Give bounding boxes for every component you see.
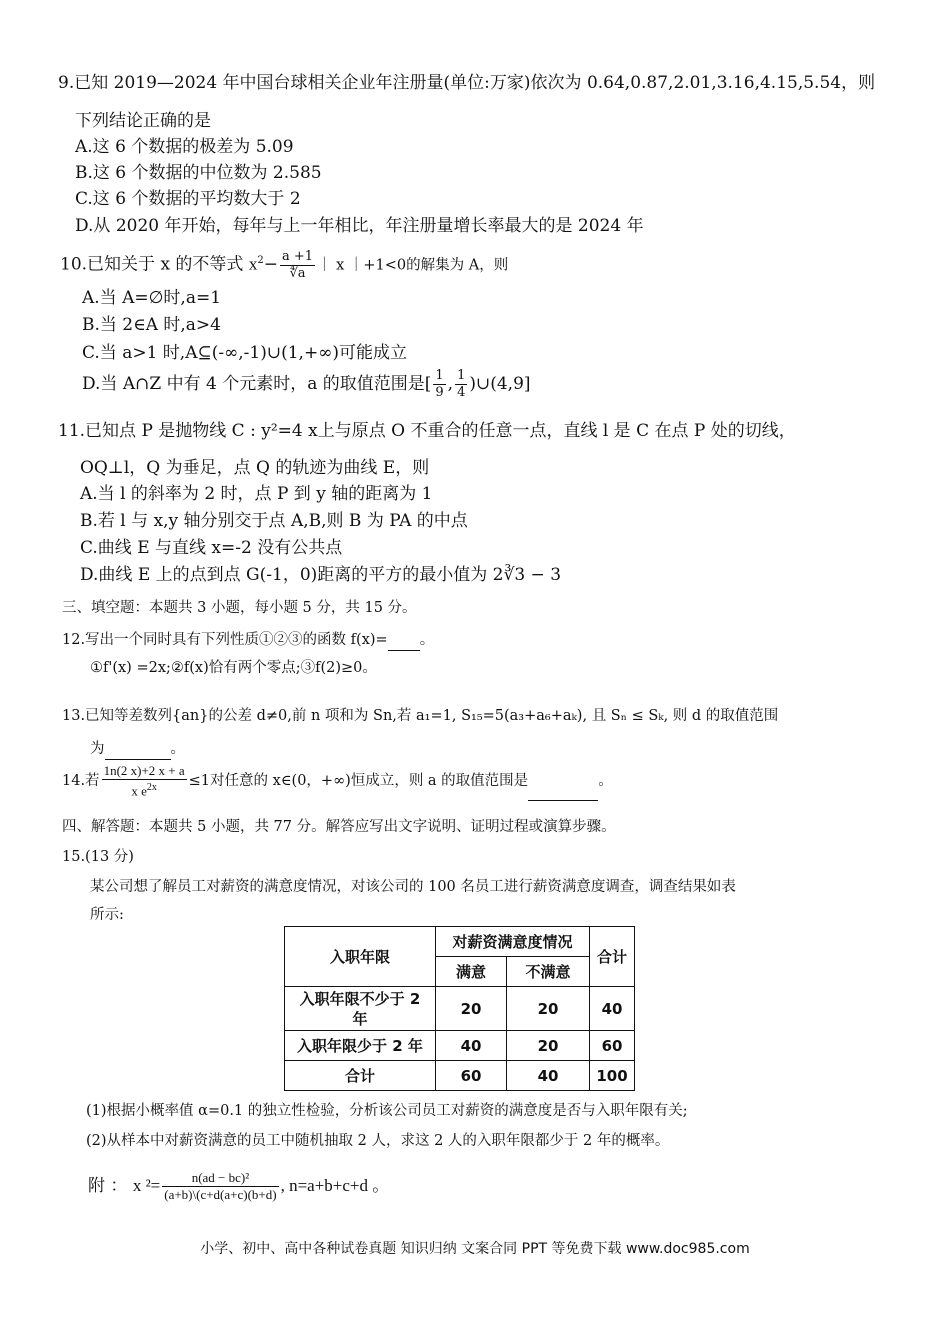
q12-properties: ①f'(x) =2x;②f(x)恰有两个零点;③f(2)≥0。 (90, 660, 377, 676)
table-header-unsatisfied: 不满意 (507, 957, 590, 987)
table-cell-total: 60 (590, 1031, 635, 1061)
q13-blank (105, 737, 171, 760)
q10-option-a: A.当 A=∅时,a=1 (82, 288, 222, 308)
q11-option-d: D.曲线 E 上的点到点 G(-1，0)距离的平方的最小值为 2∛3 − 3 (80, 565, 562, 585)
section-3-heading: 三、填空题：本题共 3 小题，每小题 5 分，共 15 分。 (62, 600, 417, 616)
q10-minus: − (263, 254, 278, 275)
chi-square-fraction: $\frac{\text{n(ad − bc)²}}{(a+b)\backslash(c+d(a+c)(b+d)}$ (164, 1170, 277, 1202)
q10-stem (60, 244, 508, 283)
table-cell-label: 入职年限少于 2 年 (285, 1031, 436, 1061)
q15-score: 15.(13 分) (62, 849, 134, 865)
q10-option-b: B.当 2∈A 时,a>4 (82, 315, 221, 335)
section-4-heading: 四、解答题：本题共 5 小题，共 77 分。解答应写出文字说明、证明过程或演算步骤。 (62, 819, 616, 835)
table-row (285, 1061, 635, 1091)
q9-stem-line1: 9.已知 2019—2024 年中国台球相关企业年注册量(单位:万家)依次为 0.64,0.87,2.01,3.16,4.15,5.54，则 (58, 73, 876, 93)
page-footer: 小学、初中、高中各种试卷真题 知识归纳 文案合同 PPT 等免费下载 www.doc985.com (200, 1241, 750, 1257)
q14-blank (528, 760, 598, 801)
table-cell-sat: 40 (436, 1031, 507, 1061)
table-cell-label: 合计 (285, 1061, 436, 1091)
q14-fraction: $\frac{1n(2 x)+2 x + a}{x e^{2x}}$ (103, 762, 185, 799)
q10-tail: ｜ x ｜+1<0的解集为 A，则 (317, 257, 509, 274)
q10-x: x (248, 254, 258, 274)
q15-part-1: (1)根据小概率值 α=0.1 的独立性检验，分析该公司员工对薪资的满意度是否与入职年限有关; (86, 1103, 688, 1119)
q15-intro-line2: 所示: (90, 907, 124, 923)
q10-frac-1-9: $\frac{1}{9}$ (435, 368, 444, 400)
table-header-years: 入职年限 (285, 927, 436, 987)
q10-prefix: 10.已知关于 x 的不等式 (60, 254, 244, 275)
q15-appendix-formula: 附 ： x ²= $\frac{\text{n(ad − bc)²}}{(a+b)\backslash(c+d(a+c)(b+d)}$ , n=a+b+c+d 。 (88, 1170, 390, 1202)
q11-stem-line2: OQ⊥l，Q 为垂足，点 Q 的轨迹为曲线 E，则 (80, 458, 430, 478)
table-cell-total: 40 (590, 987, 635, 1031)
table-cell-sat: 60 (436, 1061, 507, 1091)
table-header-satisfied: 满意 (436, 957, 507, 987)
q11-option-c: C.曲线 E 与直线 x=-2 没有公共点 (80, 538, 343, 558)
satisfaction-table (284, 926, 635, 1091)
q10-fraction: $\frac{a +1}{∜a}$ (281, 248, 314, 281)
table-cell-total: 100 (590, 1061, 635, 1091)
q12-stem: 12.写出一个同时具有下列性质①②③的函数 f(x)= 。 (62, 628, 434, 651)
q10-option-c: C.当 a>1 时,A⊆(-∞,-1)∪(1,+∞)可能成立 (82, 343, 408, 363)
q11-option-b: B.若 l 与 x,y 轴分别交于点 A,B,则 B 为 PA 的中点 (80, 511, 468, 531)
q10-sup: 2 (257, 255, 264, 266)
q10-option-d: D.当 A∩Z 中有 4 个元素时，a 的取值范围是[ $\frac{1}{9}$ , $\frac{1}{4}$ )∪(4,9] (82, 368, 531, 400)
q9-option-b: B.这 6 个数据的中位数为 2.585 (75, 163, 322, 183)
table-header-total: 合计 (590, 927, 635, 987)
q11-option-a: A.当 l 的斜率为 2 时，点 P 到 y 轴的距离为 1 (80, 484, 433, 504)
table-cell-unsat: 20 (507, 987, 590, 1031)
q14-stem: 14.若 $\frac{1n(2 x)+2 x + a}{x e^{2x}}$ ≤1对任意的 x∈(0，+∞)恒成立，则 a 的取值范围是 。 (62, 760, 613, 801)
q9-stem-line2: 下列结论正确的是 (75, 111, 211, 131)
table-header-satisfaction: 对薪资满意度情况 (436, 927, 590, 957)
table-row (285, 1031, 635, 1061)
table-cell-unsat: 40 (507, 1061, 590, 1091)
q15-part-2: (2)从样本中对薪资满意的员工中随机抽取 2 人，求这 2 人的入职年限都少于 2 年的概率。 (86, 1133, 670, 1149)
q10-frac-1-4: $\frac{1}{4}$ (457, 368, 466, 400)
table-cell-sat: 20 (436, 987, 507, 1031)
table-cell-label: 入职年限不少于 2 年 (285, 987, 436, 1031)
q9-option-a: A.这 6 个数据的极差为 5.09 (75, 137, 294, 157)
q13-stem: 13.已知等差数列{an}的公差 d≠0,前 n 项和为 Sn,若 a₁=1, S₁₅=5(a₃+a₆+aₖ), 且 Sₙ ≤ Sₖ, 则 d 的取值范围 (62, 708, 779, 724)
q12-blank (388, 628, 420, 651)
q9-option-c: C.这 6 个数据的平均数大于 2 (75, 189, 301, 209)
q9-option-d: D.从 2020 年开始，每年与上一年相比，年注册量增长率最大的是 2024 年 (75, 216, 644, 236)
table-cell-unsat: 20 (507, 1031, 590, 1061)
q11-stem-line1: 11.已知点 P 是抛物线 C : y²=4 x上与原点 O 不重合的任意一点，直线 l 是 C 在点 P 处的切线， (58, 421, 796, 441)
table-row (285, 987, 635, 1031)
q15-intro-line1: 某公司想了解员工对薪资的满意度情况，对该公司的 100 名员工进行薪资满意度调查，调查结果如表 (90, 879, 736, 895)
q13-line2: 为 。 (90, 737, 185, 760)
